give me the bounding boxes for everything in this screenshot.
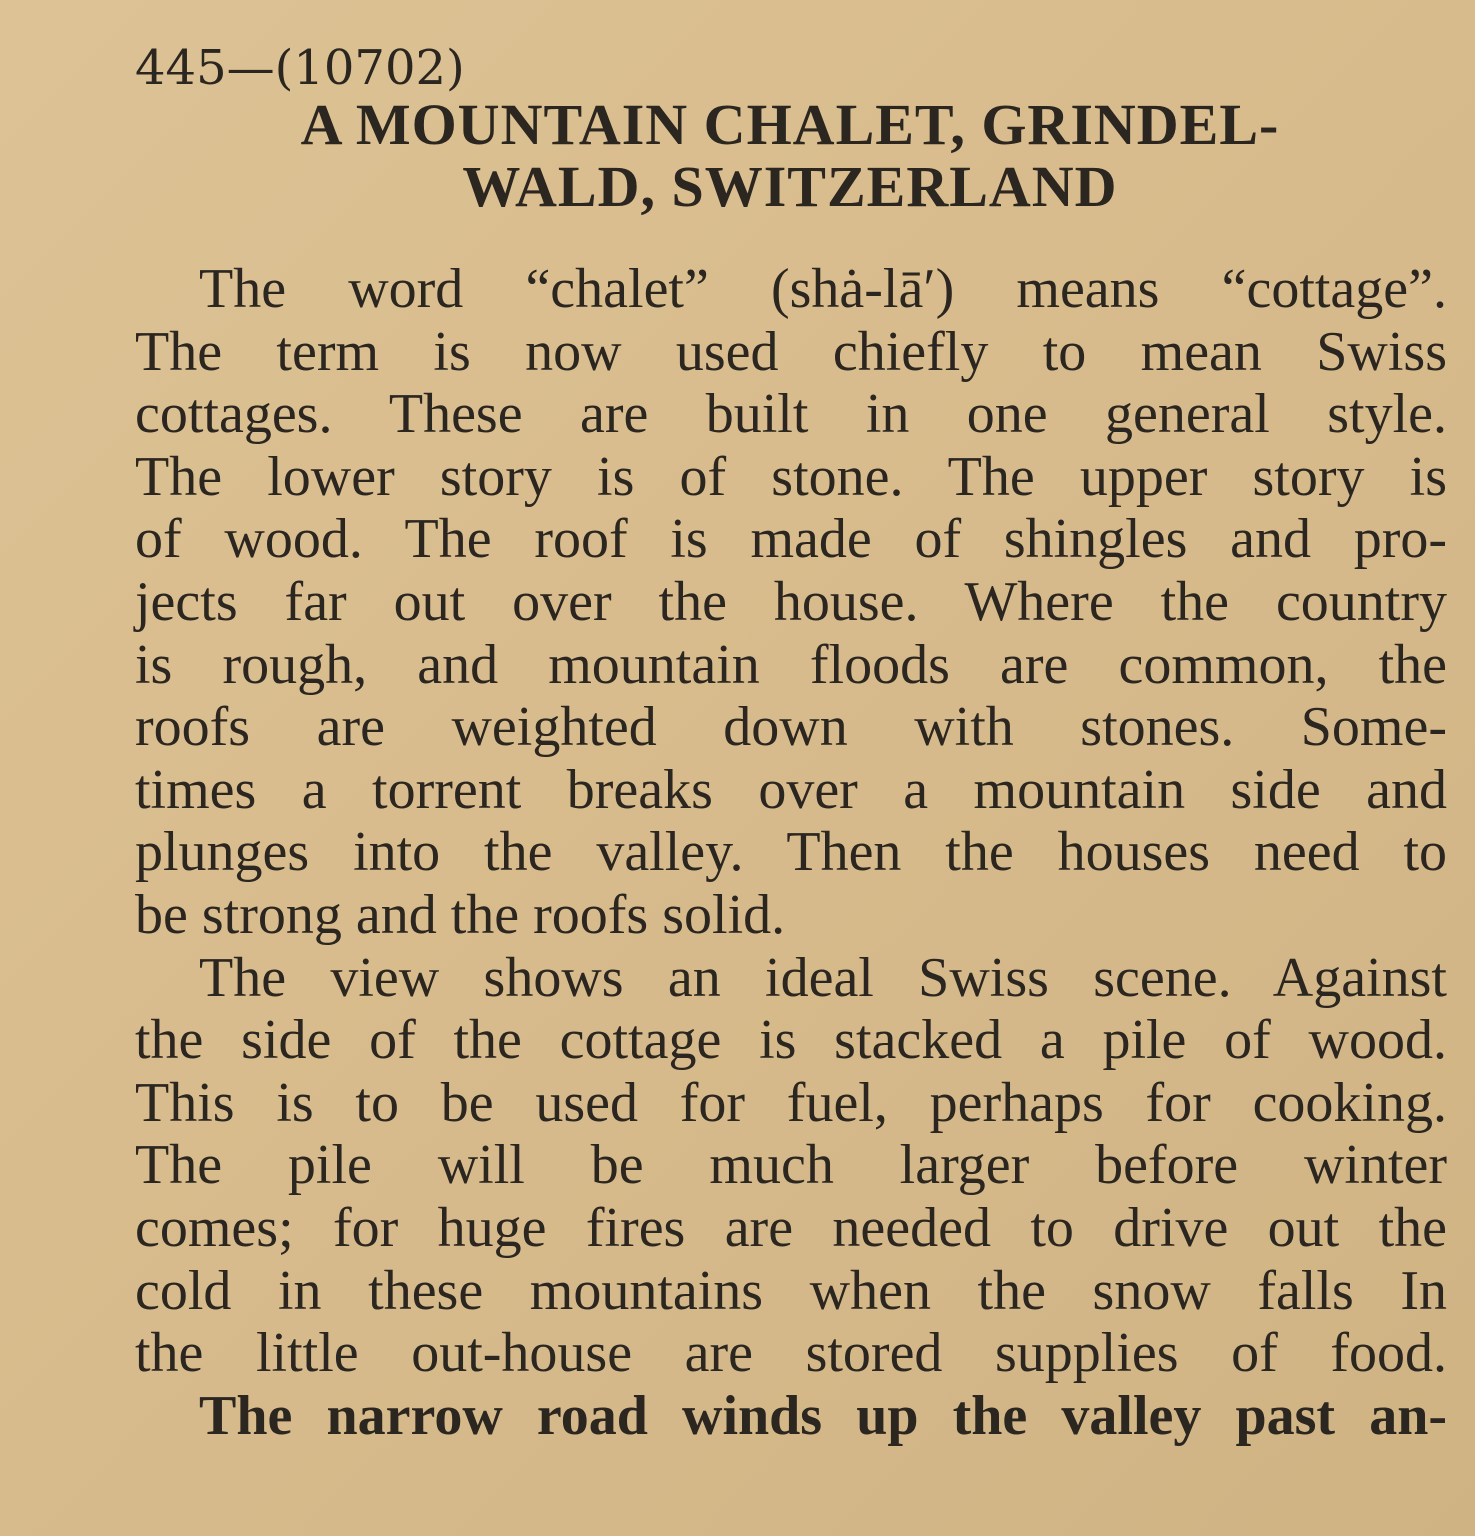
text-line: The word “chalet” (shȧ-lā′) means “cottage”.: [199, 258, 1447, 320]
text-line: The term is now used chiefly to mean Swiss: [135, 320, 1447, 383]
text-line: The view shows an ideal Swiss scene. Against: [199, 946, 1447, 1009]
text-line: the little out-house are stored supplies of food.: [135, 1322, 1447, 1385]
paragraph-3: [135, 1385, 1447, 1448]
text-line: The pile will be much larger before winter: [135, 1134, 1447, 1197]
text-line: The narrow road winds up the valley past an-: [199, 1384, 1447, 1447]
card-title-line: WALD, SWITZERLAND: [462, 154, 1118, 219]
text-line: be strong and the roofs solid.: [135, 883, 786, 946]
card-title: [135, 94, 1445, 218]
text-line: cold in these mountains when the snow falls In: [135, 1259, 1447, 1322]
text-line: The lower story is of stone. The upper story is: [135, 445, 1447, 508]
text-line: plunges into the valley. Then the houses need to: [135, 821, 1447, 884]
text-line: the side of the cottage is stacked a pile of wood.: [135, 1009, 1447, 1072]
text-line: roofs are weighted down with stones. Some-: [135, 696, 1447, 759]
paragraph-1: [135, 258, 1447, 947]
text-line: jects far out over the house. Where the country: [135, 570, 1447, 633]
paragraph-2: [135, 947, 1447, 1385]
text-line: is rough, and mountain floods are common, the: [135, 633, 1447, 696]
card-number: 445—(10702): [135, 40, 465, 96]
text-line: cottages. These are built in one general style.: [135, 383, 1447, 446]
text-line: times a torrent breaks over a mountain side and: [135, 758, 1447, 821]
text-line: This is to be used for fuel, perhaps for cooking.: [135, 1071, 1447, 1134]
text-line: comes; for huge fires are needed to drive out the: [135, 1196, 1447, 1259]
text-line: of wood. The roof is made of shingles and pro-: [135, 508, 1447, 571]
description-text: [135, 258, 1447, 1447]
card-title-line: A MOUNTAIN CHALET, GRINDEL-: [300, 92, 1280, 157]
